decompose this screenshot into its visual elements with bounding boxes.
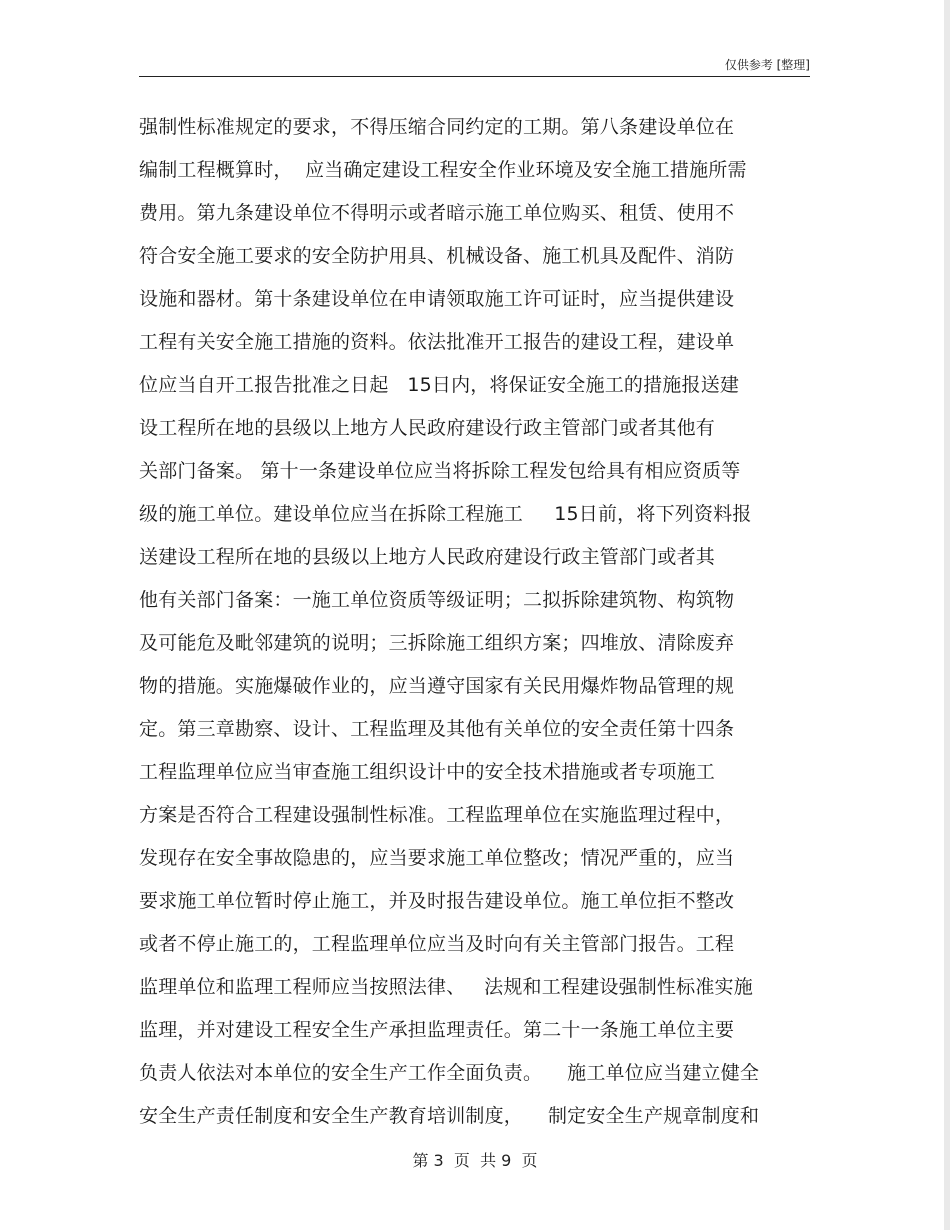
text-line: 或者不停止施工的，工程监理单位应当及时向有关主管部门报告。工程 xyxy=(139,933,735,955)
header-note: 仅供参考 [整理] xyxy=(724,58,810,72)
text-line: 监理单位和监理工程师应当按照法律、 法规和工程建设强制性标准实施 xyxy=(139,976,753,998)
text-line: 位应当自开工报告批准之日起 15日内，将保证安全施工的措施报送建 xyxy=(139,374,740,396)
body-text xyxy=(139,106,819,1138)
text-line: 送建设工程所在地的县级以上地方人民政府建设行政主管部门或者其 xyxy=(139,546,716,568)
header-divider xyxy=(139,76,810,77)
text-line: 物的措施。实施爆破作业的，应当遵守国家有关民用爆炸物品管理的规 xyxy=(139,675,735,697)
text-line: 符合安全施工要求的安全防护用具、机械设备、施工机具及配件、消防 xyxy=(139,245,735,267)
text-line: 及可能危及毗邻建筑的说明；三拆除施工组织方案；四堆放、清除废弃 xyxy=(139,632,735,654)
text-line: 编制工程概算时， 应当确定建设工程安全作业环境及安全施工措施所需 xyxy=(139,159,747,181)
text-line: 负责人依法对本单位的安全生产工作全面负责。 施工单位应当建立健全 xyxy=(139,1062,760,1084)
page-edge-shadow xyxy=(944,0,950,1230)
text-line: 他有关部门备案：一施工单位资质等级证明；二拟拆除建筑物、构筑物 xyxy=(139,589,735,611)
text-line: 监理，并对建设工程安全生产承担监理责任。第二十一条施工单位主要 xyxy=(139,1019,735,1041)
text-line: 定。第三章勘察、设计、工程监理及其他有关单位的安全责任第十四条 xyxy=(139,718,735,740)
text-line: 要求施工单位暂时停止施工，并及时报告建设单位。施工单位拒不整改 xyxy=(139,890,735,912)
text-line: 级的施工单位。建设单位应当在拆除工程施工 15日前，将下列资料报 xyxy=(139,503,752,525)
page-number: 第 3 页 共 9 页 xyxy=(412,1151,538,1170)
text-line: 费用。第九条建设单位不得明示或者暗示施工单位购买、租赁、使用不 xyxy=(139,202,735,224)
text-line: 设施和器材。第十条建设单位在申请领取施工许可证时，应当提供建设 xyxy=(139,288,735,310)
text-line: 关部门备案。 第十一条建设单位应当将拆除工程发包给具有相应资质等 xyxy=(139,460,741,482)
text-line: 强制性标准规定的要求，不得压缩合同约定的工期。第八条建设单位在 xyxy=(139,116,735,138)
text-line: 方案是否符合工程建设强制性标准。工程监理单位在实施监理过程中， xyxy=(139,804,735,826)
text-line: 安全生产责任制度和安全生产教育培训制度， 制定安全生产规章制度和 xyxy=(139,1105,760,1127)
text-line: 设工程所在地的县级以上地方人民政府建设行政主管部门或者其他有 xyxy=(139,417,716,439)
text-line: 发现存在安全事故隐患的，应当要求施工单位整改；情况严重的，应当 xyxy=(139,847,735,869)
text-line: 工程监理单位应当审查施工组织设计中的安全技术措施或者专项施工 xyxy=(139,761,716,783)
text-line: 工程有关安全施工措施的资料。依法批准开工报告的建设工程，建设单 xyxy=(139,331,735,353)
